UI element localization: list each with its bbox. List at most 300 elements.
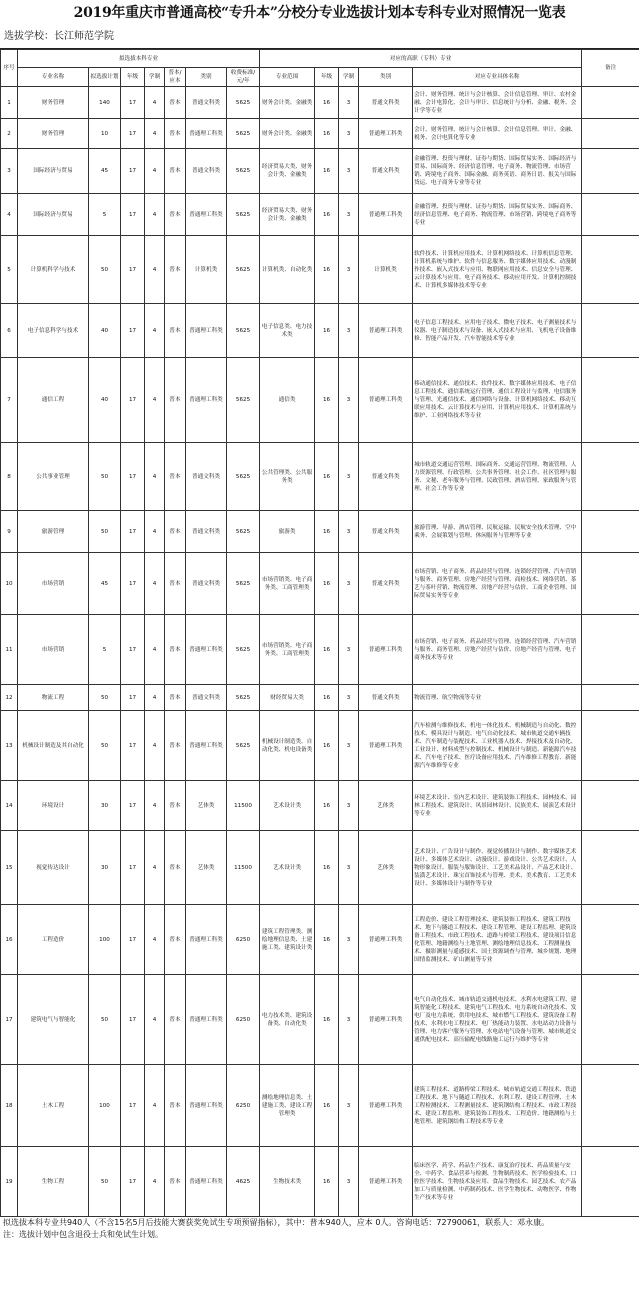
grade-cell: 17 [121,87,145,119]
type-cell: 普本 [165,87,186,119]
junior-category-cell: 普通理工科类 [359,615,413,685]
plan-cell: 50 [89,1147,121,1217]
scope-cell: 财务会计类、金融类 [260,87,315,119]
junior-grade-cell: 16 [315,149,339,194]
table-row [1,975,639,1065]
junior-years-cell: 3 [339,511,359,553]
years-cell: 4 [145,236,165,304]
category-cell: 普通理工科类 [186,711,227,781]
footer-note: 拟选拔本科专业共940人（不含15名5月后技能大赛获奖免试生专项预留指标），其中：普本940人，应本 0人。咨询电话：72790061，联系人：邓永康。 [3,1218,550,1227]
detail-cell: 软件技术、计算机应用技术、计算机网络技术、计算机信息管理、计算机系统与维护、软件与信息服务、数字媒体应用技术、动漫制作技术、嵌入式技术与应用、物联网应用技术、信息安全与管理、云计算技术与应用、电子商务技术、移动应用开发、计算机控制技术、计算机多媒体技术等专业 [413,236,582,304]
table-row [1,194,639,236]
junior-category-cell: 普通文科类 [359,149,413,194]
grade-cell: 17 [121,975,145,1065]
seq-cell: 1 [1,87,18,119]
remark-cell [582,149,639,194]
seq-cell: 14 [1,781,18,831]
years-cell: 4 [145,615,165,685]
type-cell: 普本 [165,236,186,304]
category-cell: 普通理工科类 [186,975,227,1065]
years-cell: 4 [145,304,165,358]
years-cell: 4 [145,553,165,615]
category-cell: 普通理工科类 [186,615,227,685]
junior-category-cell: 普通理工科类 [359,304,413,358]
type-cell: 普本 [165,1147,186,1217]
seq-cell: 10 [1,553,18,615]
junior-years-cell: 3 [339,87,359,119]
remark-cell [582,511,639,553]
plan-cell: 45 [89,149,121,194]
major-cell: 电子信息科学与技术 [18,304,89,358]
junior-category-cell: 普通理工科类 [359,358,413,443]
major-cell: 财务管理 [18,87,89,119]
junior-grade-cell: 16 [315,1147,339,1217]
category-cell: 普通理工科类 [186,1065,227,1147]
category-cell: 艺体类 [186,831,227,905]
junior-category-cell: 普通文科类 [359,553,413,615]
category-cell: 普通文科类 [186,553,227,615]
detail-cell: 建筑工程技术、道路桥梁工程技术、城市轨道交通工程技术、铁道工程技术、地下与隧道工程技术、水利工程、建设工程管理、土木工程检测技术、工程测量技术、建筑钢结构工程技术、市政工程技术、建设工程监理、建筑装饰工程技术、工程造价、地籍测绘与土地管理、建筑钢结构工程技术等专业 [413,1065,582,1147]
plan-cell: 50 [89,511,121,553]
type-cell: 普本 [165,194,186,236]
major-cell: 旅游管理 [18,511,89,553]
detail-cell: 会计、财务管理、统计与会计核算、会计信息管理、审计、金融、税务、会计电算化等专业 [413,119,582,149]
remark-cell [582,553,639,615]
major-cell: 财务管理 [18,119,89,149]
major-cell: 市场营销 [18,553,89,615]
fee-cell: 5625 [227,358,260,443]
scope-cell: 生物技术类 [260,1147,315,1217]
fee-cell: 5625 [227,87,260,119]
scope-cell: 通信类 [260,358,315,443]
table-row [1,236,639,304]
junior-years-cell: 3 [339,443,359,511]
remark-cell [582,685,639,711]
years-cell: 4 [145,781,165,831]
remark-cell [582,905,639,975]
seq-cell: 2 [1,119,18,149]
detail-cell: 工程造价、建设工程管理技术、建筑装饰工程技术、建筑工程技术、地下与隧道工程技术、建设工程管理、建设工程监理、建筑设备工程技术、市政工程技术、道路与桥梁工程技术、建设项目信息化管理、地籍测绘与土地管理、测绘地理信息技术、工程测量技术、摄影测量与遥感技术、国土资源调查与管理、城乡规划、地理国情监测技术、矿山测量等专业 [413,905,582,975]
years-cell: 4 [145,831,165,905]
seq-cell: 6 [1,304,18,358]
scope-cell: 电力技术类、建筑设备类、自动化类 [260,975,315,1065]
scope-cell: 市场营销类、电子商务类、工商管理类 [260,615,315,685]
years-cell: 4 [145,975,165,1065]
type-cell: 普本 [165,975,186,1065]
junior-years-cell: 3 [339,711,359,781]
scope-cell: 公共管理类、公共服务类 [260,443,315,511]
junior-years-cell: 3 [339,149,359,194]
type-cell: 普本 [165,358,186,443]
junior-category-cell: 普通理工科类 [359,711,413,781]
junior-grade-cell: 16 [315,194,339,236]
scope-cell: 测绘地理信息类、土建施工类、建设工程管理类 [260,1065,315,1147]
major-cell: 工程造价 [18,905,89,975]
plan-cell: 30 [89,781,121,831]
scope-cell: 艺术设计类 [260,831,315,905]
junior-years-cell: 3 [339,194,359,236]
plan-cell: 50 [89,685,121,711]
scope-cell: 经济贸易大类、财务会计类、金融类 [260,194,315,236]
seq-cell: 4 [1,194,18,236]
junior-years-cell: 3 [339,358,359,443]
junior-years-cell: 3 [339,553,359,615]
grade-cell: 17 [121,149,145,194]
years-cell: 4 [145,711,165,781]
table-row [1,711,639,781]
scope-cell: 电子信息类、电力技术类 [260,304,315,358]
detail-cell: 环境艺术设计、室内艺术设计、建筑装饰工程技术、园林技术、园林工程技术、建筑设计、风景园林设计、民族美术、展演艺术设计等专业 [413,781,582,831]
scope-cell: 财务会计类、金融类 [260,119,315,149]
header-jgrade: 年级 [315,68,339,87]
header-jcat: 类别 [359,68,413,87]
grade-cell: 17 [121,511,145,553]
category-cell: 计算机类 [186,236,227,304]
fee-cell: 5625 [227,149,260,194]
remark-cell [582,781,639,831]
header-detail: 对应专业具体名称 [413,68,582,87]
remark-cell [582,831,639,905]
remark-cell [582,119,639,149]
category-cell: 普通文科类 [186,149,227,194]
junior-grade-cell: 16 [315,831,339,905]
fee-cell: 5625 [227,711,260,781]
fee-cell: 5625 [227,553,260,615]
remark-cell [582,304,639,358]
seq-cell: 11 [1,615,18,685]
grade-cell: 17 [121,236,145,304]
grade-cell: 17 [121,119,145,149]
fee-cell: 6250 [227,975,260,1065]
junior-grade-cell: 16 [315,615,339,685]
plan-cell: 50 [89,236,121,304]
junior-years-cell: 3 [339,685,359,711]
table-row [1,304,639,358]
detail-cell: 移动通信技术、通信技术、软件技术、数字媒体应用技术、电子信息工程技术、通信系统运行管理、通信工程设计与监理、电信服务与管理、光通信技术、通信网络与设备、计算机网络技术、移动互联应用技术、云计算技术与应用、计算机应用技术、计算机系统与维护、工业网络技术等专业 [413,358,582,443]
junior-grade-cell: 16 [315,975,339,1065]
type-cell: 普本 [165,685,186,711]
header-major: 专业名称 [18,68,89,87]
junior-grade-cell: 16 [315,443,339,511]
scope-cell: 艺术设计类 [260,781,315,831]
years-cell: 4 [145,119,165,149]
grade-cell: 17 [121,711,145,781]
major-cell: 国际经济与贸易 [18,194,89,236]
junior-years-cell: 3 [339,1147,359,1217]
seq-cell: 15 [1,831,18,905]
plan-cell: 10 [89,119,121,149]
junior-years-cell: 3 [339,615,359,685]
table-row [1,553,639,615]
years-cell: 4 [145,149,165,194]
years-cell: 4 [145,443,165,511]
junior-category-cell: 普通文科类 [359,685,413,711]
junior-grade-cell: 16 [315,781,339,831]
junior-grade-cell: 16 [315,87,339,119]
junior-grade-cell: 16 [315,553,339,615]
major-cell: 物流工程 [18,685,89,711]
junior-grade-cell: 16 [315,685,339,711]
header-fee: 收费标准/元/年 [227,68,260,87]
plan-cell: 40 [89,358,121,443]
junior-grade-cell: 16 [315,511,339,553]
detail-cell: 艺术设计、广告设计与制作、视觉传播设计与制作、数字媒体艺术设计、多媒体艺术设计、动漫设计、游戏设计、公共艺术设计、人物形象设计、服装与服饰设计、工艺美术品设计、产品艺术设计、装潢艺术设计、珠宝首饰技术与管理、美术、美术教育、工艺美术设计、多媒体设计与制作等专业 [413,831,582,905]
type-cell: 普本 [165,553,186,615]
plan-cell: 100 [89,1065,121,1147]
seq-cell: 13 [1,711,18,781]
header-category: 类别 [186,68,227,87]
seq-cell: 8 [1,443,18,511]
junior-category-cell: 普通理工科类 [359,119,413,149]
table-row [1,511,639,553]
seq-cell: 7 [1,358,18,443]
fee-cell: 5625 [227,615,260,685]
remark-cell [582,1065,639,1147]
years-cell: 4 [145,87,165,119]
fee-cell: 4625 [227,1147,260,1217]
major-cell: 视觉传达设计 [18,831,89,905]
junior-years-cell: 3 [339,905,359,975]
grade-cell: 17 [121,781,145,831]
junior-category-cell: 普通理工科类 [359,1065,413,1147]
header-remark: 备注 [582,50,639,87]
table-row [1,87,639,119]
page-title: 2019年重庆市普通高校“专升本”分校分专业选拔计划本专科专业对照情况一览表 [73,5,566,21]
remark-cell [582,236,639,304]
scope-cell: 市场营销类、电子商务类、工商管理类 [260,553,315,615]
seq-cell: 5 [1,236,18,304]
remark-cell [582,711,639,781]
category-cell: 普通文科类 [186,685,227,711]
junior-category-cell: 普通理工科类 [359,1147,413,1217]
junior-category-cell: 普通理工科类 [359,194,413,236]
type-cell: 普本 [165,1065,186,1147]
school-name: 选拔学校：长江师范学院 [0,26,639,49]
plan-cell: 5 [89,194,121,236]
detail-cell: 会计、财务管理、统计与会计核算、会计信息管理、审计、农村金融、会计电算化、会计与审计、信息统计与分析、金融、税务、会计学等专业 [413,87,582,119]
seq-cell: 12 [1,685,18,711]
grade-cell: 17 [121,905,145,975]
plan-cell: 50 [89,975,121,1065]
grade-cell: 17 [121,1147,145,1217]
type-cell: 普本 [165,831,186,905]
category-cell: 艺体类 [186,781,227,831]
type-cell: 普本 [165,711,186,781]
major-cell: 环境设计 [18,781,89,831]
junior-grade-cell: 16 [315,905,339,975]
junior-grade-cell: 16 [315,1065,339,1147]
header-type: 普本/应本 [165,68,186,87]
plan-table [0,49,639,1217]
years-cell: 4 [145,1065,165,1147]
junior-years-cell: 3 [339,831,359,905]
seq-cell: 18 [1,1065,18,1147]
detail-cell: 临床医学、药学、药品生产技术、康复治疗技术、药品质量与安全、中药学、食品营养与检测、生物制药技术、医学检验技术、口腔医学技术、生物技术及应用、食品生物技术、园艺技术、农产品加工与质量检测、中药制药技术、医学生物技术、动物医学、作物生产技术等专业 [413,1147,582,1217]
table-row [1,905,639,975]
detail-cell: 汽车检测与维修技术、机电一体化技术、机械制造与自动化、数控技术、模具设计与制造、电气自动化技术、城市轨道交通车辆技术、汽车制造与装配技术、工业机器人技术、焊接技术及自动化、工业设计、材料成型与控制技术、机械设计与制造、新能源汽车技术、汽车电子技术、医疗设备应用技术、汽车维修工程教育、新能源汽车维修等专业 [413,711,582,781]
major-cell: 市场营销 [18,615,89,685]
grade-cell: 17 [121,615,145,685]
detail-cell: 城市轨道交通运营管理、国际商务、交通运营管理、物流管理、人力资源管理、行政管理、公共事务管理、社会工作、社区管理与服务、文秘、老年服务与管理、民政管理、酒店管理、家政服务与管理、社会工作等专业 [413,443,582,511]
remark-cell [582,975,639,1065]
grade-cell: 17 [121,358,145,443]
junior-years-cell: 3 [339,1065,359,1147]
seq-cell: 3 [1,149,18,194]
table-row [1,831,639,905]
years-cell: 4 [145,685,165,711]
category-cell: 普通文科类 [186,87,227,119]
seq-cell: 16 [1,905,18,975]
fee-cell: 11500 [227,781,260,831]
header-junior-group: 对应的高职（专科）专业 [260,50,582,68]
major-cell: 土木工程 [18,1065,89,1147]
remark-cell [582,443,639,511]
table-row [1,685,639,711]
plan-cell: 40 [89,304,121,358]
remark-cell [582,1147,639,1217]
detail-cell: 市场营销、电子商务、药品经营与管理、连锁经营管理、汽车营销与服务、商务管理、房地产经营与估价、房地产经营与管理、电子商务技术等专业 [413,615,582,685]
fee-cell: 11500 [227,831,260,905]
category-cell: 普通文科类 [186,511,227,553]
years-cell: 4 [145,1147,165,1217]
major-cell: 建筑电气与智能化 [18,975,89,1065]
grade-cell: 17 [121,1065,145,1147]
detail-cell: 电气自动化技术、城市轨道交通机电技术、水利水电建筑工程、建筑智能化工程技术、建筑电气工程技术、电力系统自动化技术、发电厂及电力系统、供用电技术、城市燃气工程技术、建筑设备工程技术、水利水电工程技术、电厂热能动力装置、水电站动力设备与管理、电力客户服务与管理、水电站电气设备与管理、城市轨道交通供配电技术、高压输配电线路施工运行与维护等专业 [413,975,582,1065]
scope-cell: 旅游类 [260,511,315,553]
junior-grade-cell: 16 [315,119,339,149]
plan-cell: 140 [89,87,121,119]
grade-cell: 17 [121,304,145,358]
table-row [1,1147,639,1217]
junior-years-cell: 3 [339,975,359,1065]
major-cell: 计算机科学与技术 [18,236,89,304]
junior-category-cell: 普通理工科类 [359,975,413,1065]
seq-cell: 19 [1,1147,18,1217]
detail-cell: 金融管理、投资与理财、证券与期货、国际贸易实务、国际商务、经济信息管理、电子商务、物流管理、市场营销、跨境电子商务等专业 [413,194,582,236]
header-undergrad-group: 拟选拔本科专业 [18,50,260,68]
type-cell: 普本 [165,443,186,511]
scope-cell: 财经贸易大类 [260,685,315,711]
fee-cell: 5625 [227,304,260,358]
major-cell: 通信工程 [18,358,89,443]
fee-cell: 5625 [227,685,260,711]
table-row [1,781,639,831]
major-cell: 国际经济与贸易 [18,149,89,194]
remark-cell [582,615,639,685]
fee-cell: 5625 [227,511,260,553]
header-plan: 拟选拔计划 [89,68,121,87]
remark-cell [582,194,639,236]
header-seq: 序号 [1,50,18,87]
fee-cell: 5625 [227,194,260,236]
type-cell: 普本 [165,304,186,358]
header-scope: 专业范围 [260,68,315,87]
category-cell: 普通理工科类 [186,358,227,443]
junior-category-cell: 普通文科类 [359,443,413,511]
junior-years-cell: 3 [339,119,359,149]
remark-cell [582,87,639,119]
detail-cell: 旅游管理、导游、酒店管理、民航运输、民航安全技术管理、空中乘务、会展策划与管理、休闲服务与管理等专业 [413,511,582,553]
detail-cell: 电子信息工程技术、应用电子技术、微电子技术、电子测量技术与仪器、电子制造技术与设备、嵌入式技术与应用、飞机电子设备维修、智能产品开发、汽车智能技术等专业 [413,304,582,358]
fee-cell: 5625 [227,236,260,304]
category-cell: 普通理工科类 [186,194,227,236]
table-row [1,443,639,511]
years-cell: 4 [145,905,165,975]
fee-cell: 5625 [227,443,260,511]
seq-cell: 17 [1,975,18,1065]
detail-cell: 金融管理、投资与理财、证券与期货、国际贸易实务、国际经济与贸易、国际商务、经济信息管理、电子商务、物流管理、市场营销、跨境电子商务、国际金融、商务英语、商务日语、报关与国际货运、电子商务专业等专业 [413,149,582,194]
junior-grade-cell: 16 [315,304,339,358]
plan-cell: 50 [89,443,121,511]
plan-cell: 100 [89,905,121,975]
years-cell: 4 [145,511,165,553]
grade-cell: 17 [121,194,145,236]
category-cell: 普通理工科类 [186,905,227,975]
junior-category-cell: 普通理工科类 [359,905,413,975]
years-cell: 4 [145,194,165,236]
fee-cell: 5625 [227,119,260,149]
junior-grade-cell: 16 [315,711,339,781]
detail-cell: 市场营销、电子商务、药品经营与管理、连锁经营管理、汽车营销与服务、商务管理、房地产经营与管理、商检技术、网络营销、茶艺与茶叶营销、物流管理、房地产经营与估价、工商企业管理、国际贸易实务等专业 [413,553,582,615]
table-row [1,615,639,685]
junior-category-cell: 计算机类 [359,236,413,304]
grade-cell: 17 [121,443,145,511]
junior-grade-cell: 16 [315,236,339,304]
header-years: 学制 [145,68,165,87]
grade-cell: 17 [121,685,145,711]
years-cell: 4 [145,358,165,443]
category-cell: 普通理工科类 [186,1147,227,1217]
junior-years-cell: 3 [339,304,359,358]
scope-cell: 计算机类、自动化类 [260,236,315,304]
type-cell: 普本 [165,781,186,831]
scope-cell: 机械设计制造类、自动化类、机电设备类 [260,711,315,781]
category-cell: 普通文科类 [186,443,227,511]
type-cell: 普本 [165,149,186,194]
type-cell: 普本 [165,615,186,685]
table-row [1,119,639,149]
junior-years-cell: 3 [339,781,359,831]
junior-category-cell: 艺体类 [359,831,413,905]
junior-category-cell: 艺体类 [359,781,413,831]
grade-cell: 17 [121,553,145,615]
major-cell: 机械设计制造及其自动化 [18,711,89,781]
type-cell: 普本 [165,905,186,975]
plan-cell: 45 [89,553,121,615]
scope-cell: 经济贸易大类、财务会计类、金融类 [260,149,315,194]
junior-years-cell: 3 [339,236,359,304]
junior-category-cell: 普通文科类 [359,511,413,553]
category-cell: 普通理工科类 [186,119,227,149]
footer-remark: 注：选拔计划中包含退役士兵和免试生计划。 [3,1230,163,1239]
plan-cell: 5 [89,615,121,685]
scope-cell: 建筑工程管理类、测绘地理信息类、土建施工类、建筑设计类 [260,905,315,975]
junior-category-cell: 普通文科类 [359,87,413,119]
table-row [1,358,639,443]
detail-cell: 物流管理、航空物流等专业 [413,685,582,711]
grade-cell: 17 [121,831,145,905]
type-cell: 普本 [165,119,186,149]
fee-cell: 6250 [227,1065,260,1147]
header-jyears: 学制 [339,68,359,87]
table-row [1,149,639,194]
seq-cell: 9 [1,511,18,553]
remark-cell [582,358,639,443]
major-cell: 生物工程 [18,1147,89,1217]
major-cell: 公共事业管理 [18,443,89,511]
header-grade: 年级 [121,68,145,87]
fee-cell: 6250 [227,905,260,975]
